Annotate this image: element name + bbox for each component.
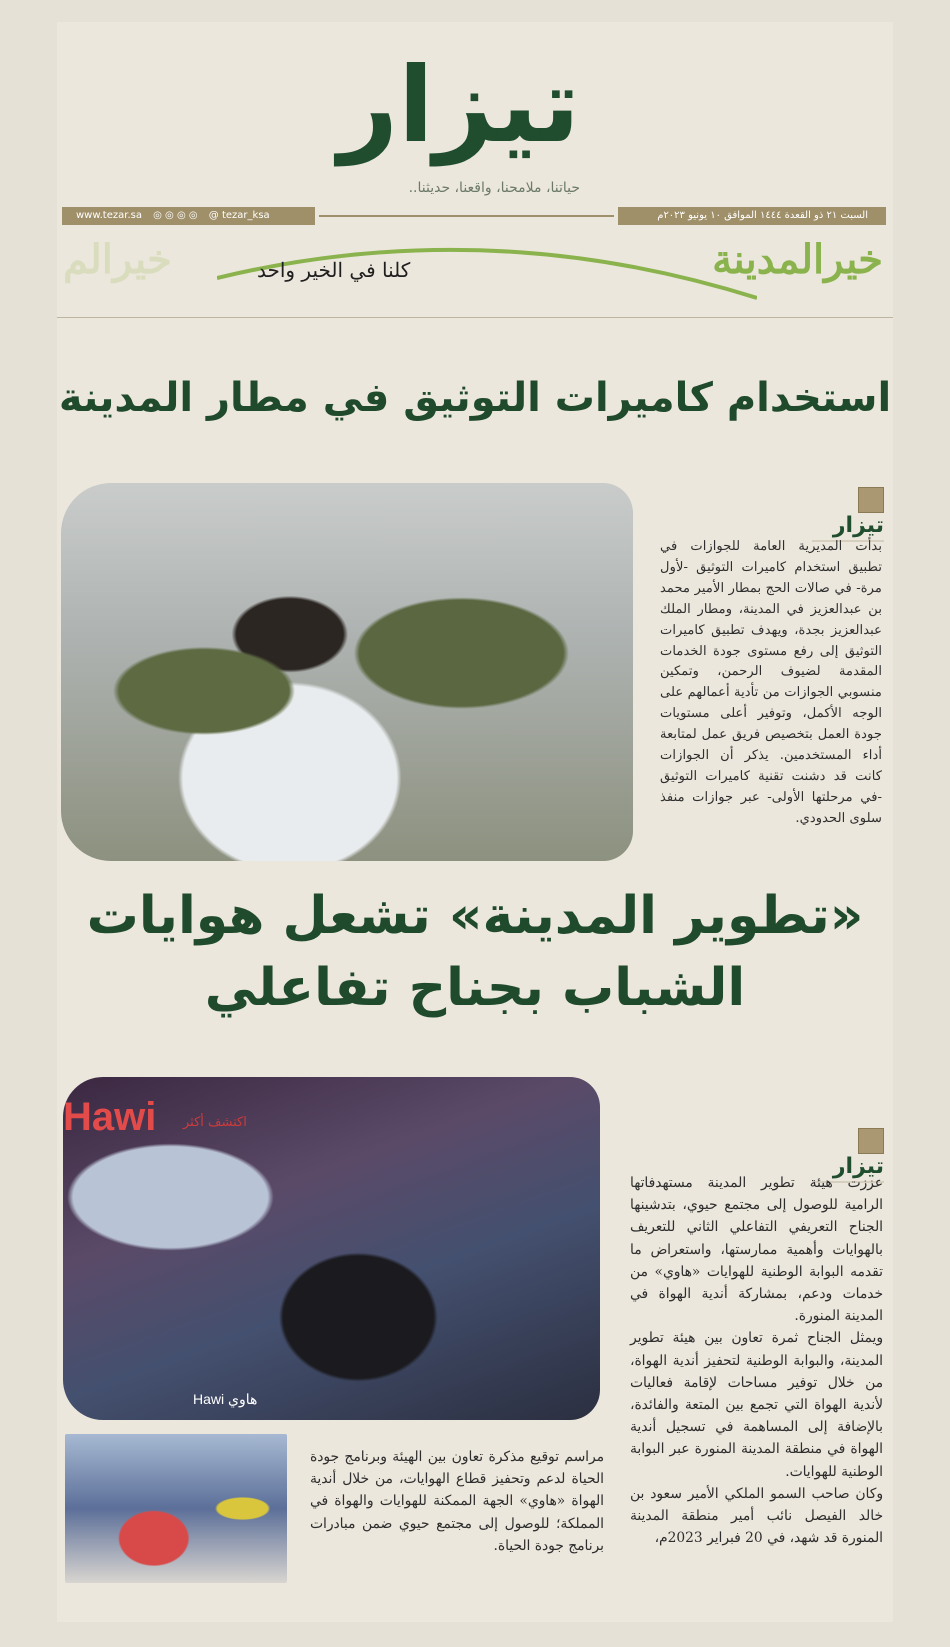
- story2-body-continued: [310, 1446, 604, 1557]
- story1-headline: استخدام كاميرات التوثيق في مطار المدينة: [58, 375, 892, 421]
- brand-seal-icon: [858, 487, 884, 513]
- photo-hawi-footer: Hawi هاوي: [193, 1391, 258, 1407]
- brand-seal-icon: [858, 1128, 884, 1154]
- story1-brand-mark: [812, 487, 884, 542]
- story2-headline: [57, 880, 893, 1024]
- story1-brand-text: تيزار: [832, 513, 884, 538]
- social-icons: ◎ ◎ ◎ ◎: [153, 210, 198, 221]
- masthead-tagline: حياتنا، ملامحنا، واقعنا، حديثنا..: [408, 180, 580, 196]
- banner-slogan: كلنا في الخير واحد: [257, 258, 411, 282]
- social-handle[interactable]: @ tezar_ksa: [208, 210, 270, 221]
- photo-screen-caption: اكتشف أكثر: [183, 1115, 247, 1130]
- story2-headline-line2: الشباب بجناح تفاعلي: [204, 958, 746, 1018]
- photo-hawi-sign: Hawi: [63, 1095, 157, 1139]
- masthead-logo: [338, 40, 580, 190]
- website-link[interactable]: www.tezar.sa: [76, 210, 142, 221]
- story1-body: [660, 537, 882, 830]
- banner-brand-faded: خيرالم: [63, 236, 172, 283]
- story2-brand-text: تيزار: [832, 1154, 884, 1179]
- story2-photo: [63, 1077, 600, 1420]
- sponsor-banner: [57, 228, 893, 320]
- logo-wordmark: تيزار: [338, 44, 580, 166]
- info-bar: [62, 207, 886, 225]
- story2-body: [630, 1172, 883, 1549]
- story2-continued-paragraph: مراسم توقيع مذكرة تعاون بين الهيئة وبرنامج جودة الحياة لدعم وتحفيز قطاع الهوايات، من خلال أندية الهواة «هاوي» الجهة الممكنة للهوايات والهواة في المملكة؛ للوصول إلى مجتمع حيوي ضمن مبادرات برنامج جودة الحياة.: [310, 1449, 604, 1554]
- story2-paragraph-2: ويمثل الجناح ثمرة تعاون بين هيئة تطوير المدينة، والبوابة الوطنية لتحفيز أندية الهواة، من خلال توفير مساحات لإقامة فعاليات لأندية الهواة التي تجمع بين المتعة والفائدة، بالإضافة إلى المساهمة في تسجيل أندية الهواة في منطقة المدينة المنورة عبر البوابة الوطنية للهوايات.: [630, 1330, 883, 1480]
- story2-paragraph-1: عززت هيئة تطوير المدينة مستهدفاتها الرامية للوصول إلى مجتمع حيوي، بتدشينها الجناح التعريفي التفاعلي الثاني للتعريف بالهوايات وأهمية ممارستها، واستعراض ما تقدمه البوابة الوطنية للهوايات «هاوي» من خدمات ودعم، بمشاركة أندية الهواة في المدينة المنورة.: [630, 1175, 883, 1325]
- banner-brand: خيرالمدينة: [712, 236, 883, 283]
- story1-photo: [61, 483, 633, 861]
- social-links: [62, 207, 315, 225]
- story2-inset-photo: [65, 1434, 287, 1583]
- story1-paragraph: بدأت المديرية العامة للجوازات في تطبيق استخدام كاميرات التوثيق -لأول مرة- في صالات الحج بمطار الأمير محمد بن عبدالعزيز في المدينة، ومطار الملك عبدالعزيز بجدة، ويهدف تطبيق كاميرات التوثيق إلى رفع مستوى جودة الخدمات المقدمة لضيوف الرحمن، وتمكين منسوبي الجوازات من تأدية أعمالهم على الوجه الأكمل، وتوفير أعلى مستويات جودة العمل بتخصيص فريق عمل لمتابعة أداء المستخدمين. يذكر أن الجوازات كانت قد دشنت تقنية كاميرات التوثيق -في مرحلتها الأولى- عبر جوازات منفذ سلوى الحدودي.: [660, 539, 882, 826]
- story2-paragraph-3: وكان صاحب السمو الملكي الأمير سعود بن خالد الفيصل نائب أمير منطقة المدينة المنورة قد شهد، في 20 فبراير 2023م،: [630, 1485, 883, 1547]
- info-bar-rule: [319, 215, 614, 217]
- banner-divider: [57, 317, 893, 318]
- issue-date: السبت ٢١ ذو القعدة ١٤٤٤ الموافق ١٠ يونيو ٢٠٢٣م: [618, 207, 886, 225]
- story2-headline-line1: «تطوير المدينة» تشعل هوايات: [86, 886, 864, 946]
